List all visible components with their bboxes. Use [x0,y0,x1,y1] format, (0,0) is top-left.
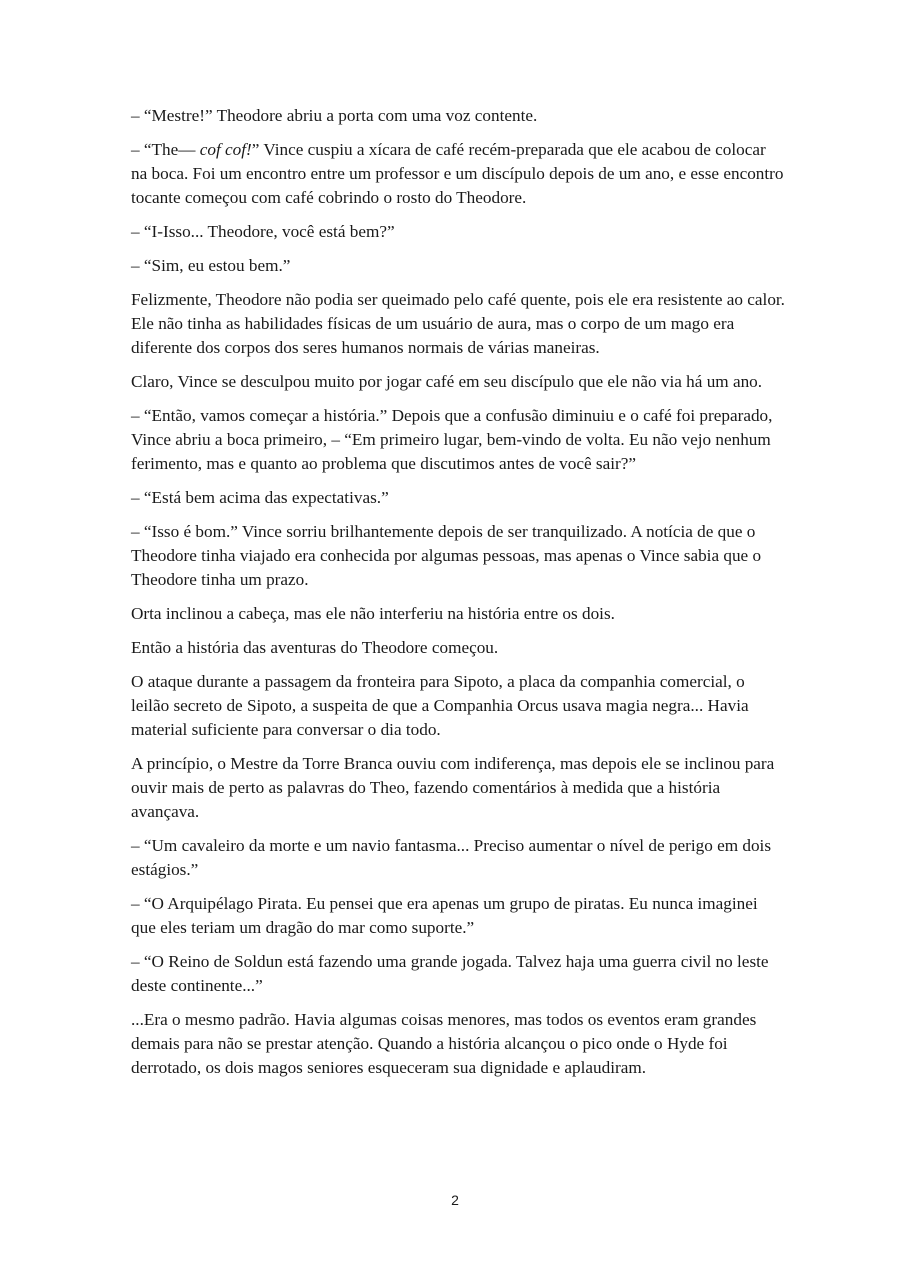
page-number: 2 [451,1192,459,1208]
paragraph-2-text-start: – “The— [131,140,200,159]
paragraph-10-text: Orta inclinou a cabeça, mas ele não interferiu na história entre os dois. [131,604,615,623]
paragraph-6-text: Claro, Vince se desculpou muito por jogar café em seu discípulo que ele não via há um ano. [131,372,763,391]
paragraph-14 [131,834,785,882]
paragraph-5 [131,288,785,360]
paragraph-3-text: – “I-Isso... Theodore, você está bem?” [131,222,395,241]
paragraph-3 [131,220,785,244]
paragraph-4-text: – “Sim, eu estou bem.” [131,256,291,275]
paragraph-10 [131,602,785,626]
paragraph-13-text: A princípio, o Mestre da Torre Branca ouviu com indiferença, mas depois ele se inclinou para ouvir mais de perto as palavras do Theo, fazendo comentários à medida que a história avançava. [131,754,775,821]
paragraph-15-text: – “O Arquipélago Pirata. Eu pensei que era apenas um grupo de piratas. Eu nunca imaginei que eles teriam um dragão do mar como suporte.” [131,894,758,937]
paragraph-9-text: – “Isso é bom.” Vince sorriu brilhantemente depois de ser tranquilizado. A notícia de que o Theodore tinha viajado era conhecida por algumas pessoas, mas apenas o Vince sabia que o Theodore tinha um prazo. [131,522,762,589]
paragraph-16 [131,950,785,998]
paragraph-11-text: Então a história das aventuras do Theodore começou. [131,638,499,657]
paragraph-6 [131,370,785,394]
paragraph-16-text: – “O Reino de Soldun está fazendo uma grande jogada. Talvez haja uma guerra civil no leste deste continente...” [131,952,769,995]
paragraph-7-text: – “Então, vamos começar a história.” Depois que a confusão diminuiu e o café foi preparado, Vince abriu a boca primeiro, – “Em primeiro lugar, bem-vindo de volta. Eu não vejo nenhum ferimento, mas e quanto ao problema que discutimos antes de você sair?” [131,406,773,473]
paragraph-17-text: ...Era o mesmo padrão. Havia algumas coisas menores, mas todos os eventos eram grandes demais para não se prestar atenção. Quando a história alcançou o pico onde o Hyde foi derrotado, os dois magos seniores esqueceram sua dignidade e aplaudiram. [131,1010,757,1077]
paragraph-5-text: Felizmente, Theodore não podia ser queimado pelo café quente, pois ele era resistente ao calor. Ele não tinha as habilidades físicas de um usuário de aura, mas o corpo de um mago era diferente dos corpos dos seres humanos normais de várias maneiras. [131,290,785,357]
paragraph-14-text: – “Um cavaleiro da morte e um navio fantasma... Preciso aumentar o nível de perigo em dois estágios.” [131,836,772,879]
paragraph-8 [131,486,785,510]
paragraph-1-text: – “Mestre!” Theodore abriu a porta com uma voz contente. [131,106,538,125]
paragraph-9 [131,520,785,592]
paragraph-7 [131,404,785,476]
document-body [131,104,785,1090]
paragraph-13 [131,752,785,824]
paragraph-2-text-end: ” Vince cuspiu a xícara de café recém-preparada que ele acabou de colocar na boca. Foi um encontro entre um professor e um discípulo depois de um ano, e esse encontro tocante começou com café cobrindo o rosto do Theodore. [131,140,784,207]
paragraph-17 [131,1008,785,1080]
paragraph-12 [131,670,785,742]
paragraph-4 [131,254,785,278]
paragraph-12-text: O ataque durante a passagem da fronteira para Sipoto, a placa da companhia comercial, o leilão secreto de Sipoto, a suspeita de que a Companhia Orcus usava magia negra... Havia material suficiente para conversar o dia todo. [131,672,749,739]
paragraph-11 [131,636,785,660]
paragraph-8-text: – “Está bem acima das expectativas.” [131,488,389,507]
paragraph-2 [131,138,785,210]
paragraph-2-italic-cough: cof cof! [199,140,252,159]
paragraph-1 [131,104,785,128]
paragraph-15 [131,892,785,940]
